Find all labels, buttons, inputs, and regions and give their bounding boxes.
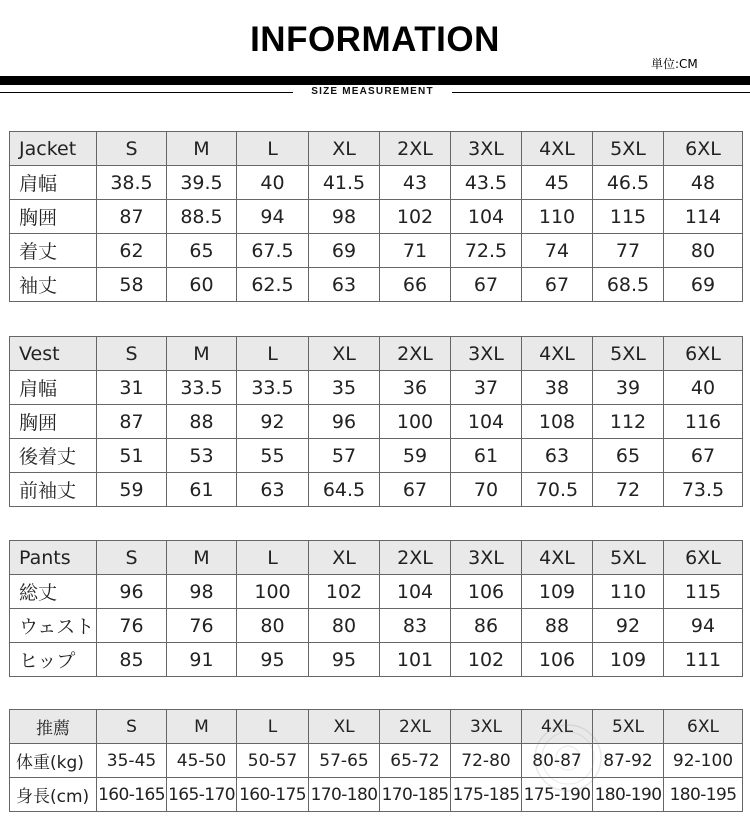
table-header-cell: L	[237, 132, 309, 166]
table-header-cell: M	[167, 541, 237, 575]
table-cell: 92	[237, 405, 309, 439]
table-cell: 94	[237, 200, 309, 234]
table-header-cell: 4XL	[522, 132, 593, 166]
table-cell: 55	[237, 439, 309, 473]
table-header-cell: 4XL	[522, 541, 593, 575]
table-cell: 115	[664, 575, 743, 609]
table-cell: 165-170	[167, 778, 237, 812]
table-header-cell: 5XL	[593, 337, 664, 371]
table-cell: 67	[522, 268, 593, 302]
table-header-cell: L	[237, 337, 309, 371]
table-header-cell: 5XL	[593, 710, 664, 744]
table-cell: 74	[522, 234, 593, 268]
table-cell: 65	[167, 234, 237, 268]
table-cell: 160-165	[97, 778, 167, 812]
table-cell: 95	[237, 643, 309, 677]
row-label: ウェスト	[10, 609, 97, 643]
table-cell: 43	[380, 166, 451, 200]
table-header-cell: 5XL	[593, 132, 664, 166]
table-header-cell: 4XL	[522, 710, 593, 744]
table-cell: 109	[593, 643, 664, 677]
table-cell: 77	[593, 234, 664, 268]
table-cell: 115	[593, 200, 664, 234]
table-header-cell: S	[97, 337, 167, 371]
table-cell: 48	[664, 166, 743, 200]
row-label: 胸囲	[10, 200, 97, 234]
table-header-cell: 6XL	[664, 710, 743, 744]
table-header-cell: L	[237, 541, 309, 575]
recommended-size-table	[9, 709, 743, 812]
table-cell: 87	[97, 200, 167, 234]
table-header-cell: M	[167, 337, 237, 371]
table-cell: 67.5	[237, 234, 309, 268]
table-cell: 109	[522, 575, 593, 609]
table-cell: 104	[451, 200, 522, 234]
table-cell: 70	[451, 473, 522, 507]
table-cell: 108	[522, 405, 593, 439]
table-cell: 68.5	[593, 268, 664, 302]
table-cell: 102	[309, 575, 380, 609]
table-cell: 92-100	[664, 744, 743, 778]
row-label: 体重(kg)	[10, 744, 97, 778]
table-header-cell: 2XL	[380, 710, 451, 744]
table-cell: 31	[97, 371, 167, 405]
table-cell: 95	[309, 643, 380, 677]
table-cell: 33.5	[167, 371, 237, 405]
table-cell: 72.5	[451, 234, 522, 268]
table-cell: 175-185	[451, 778, 522, 812]
table-cell: 72-80	[451, 744, 522, 778]
table-cell: 96	[309, 405, 380, 439]
table-cell: 67	[664, 439, 743, 473]
table-cell: 61	[167, 473, 237, 507]
table-cell: 83	[380, 609, 451, 643]
table-cell: 59	[380, 439, 451, 473]
table-cell: 63	[237, 473, 309, 507]
table-cell: 100	[380, 405, 451, 439]
table-cell: 170-180	[309, 778, 380, 812]
table-cell: 40	[664, 371, 743, 405]
table-header-cell: 推薦	[10, 710, 97, 744]
table-cell: 111	[664, 643, 743, 677]
table-cell: 58	[97, 268, 167, 302]
table-header-cell: 3XL	[451, 132, 522, 166]
vest-size-table	[9, 336, 743, 507]
table-cell: 110	[593, 575, 664, 609]
table-cell: 91	[167, 643, 237, 677]
table-cell: 46.5	[593, 166, 664, 200]
row-label: 袖丈	[10, 268, 97, 302]
table-cell: 37	[451, 371, 522, 405]
table-cell: 39.5	[167, 166, 237, 200]
table-cell: 35	[309, 371, 380, 405]
table-cell: 60	[167, 268, 237, 302]
table-cell: 57-65	[309, 744, 380, 778]
table-cell: 94	[664, 609, 743, 643]
row-label: 胸囲	[10, 405, 97, 439]
table-cell: 33.5	[237, 371, 309, 405]
table-cell: 61	[451, 439, 522, 473]
table-header-cell: M	[167, 710, 237, 744]
table-header-cell: XL	[309, 710, 380, 744]
table-header-cell: 5XL	[593, 541, 664, 575]
table-header-cell: S	[97, 132, 167, 166]
table-cell: 63	[522, 439, 593, 473]
table-cell: 98	[167, 575, 237, 609]
table-cell: 102	[451, 643, 522, 677]
table-cell: 180-190	[593, 778, 664, 812]
table-cell: 38	[522, 371, 593, 405]
table-header-cell: XL	[309, 132, 380, 166]
table-cell: 50-57	[237, 744, 309, 778]
table-cell: 80-87	[522, 744, 593, 778]
table-header-cell: 6XL	[664, 132, 743, 166]
table-cell: 101	[380, 643, 451, 677]
row-label: 着丈	[10, 234, 97, 268]
jacket-size-table	[9, 131, 743, 302]
unit-label: 単位:CM	[651, 57, 698, 71]
table-header-cell: 6XL	[664, 337, 743, 371]
table-cell: 80	[309, 609, 380, 643]
table-cell: 86	[451, 609, 522, 643]
table-cell: 40	[237, 166, 309, 200]
pants-size-table	[9, 540, 743, 677]
table-cell: 45	[522, 166, 593, 200]
table-cell: 100	[237, 575, 309, 609]
row-label: 肩幅	[10, 166, 97, 200]
table-cell: 71	[380, 234, 451, 268]
table-header-cell: Pants	[10, 541, 97, 575]
table-cell: 104	[451, 405, 522, 439]
table-cell: 38.5	[97, 166, 167, 200]
table-header-cell: 2XL	[380, 337, 451, 371]
page-title: INFORMATION	[250, 20, 500, 59]
table-cell: 106	[451, 575, 522, 609]
table-cell: 102	[380, 200, 451, 234]
table-header-cell: 3XL	[451, 337, 522, 371]
table-cell: 57	[309, 439, 380, 473]
table-cell: 73.5	[664, 473, 743, 507]
table-cell: 36	[380, 371, 451, 405]
table-cell: 180-195	[664, 778, 743, 812]
table-cell: 170-185	[380, 778, 451, 812]
table-cell: 160-175	[237, 778, 309, 812]
table-header-cell: 4XL	[522, 337, 593, 371]
table-cell: 175-190	[522, 778, 593, 812]
row-label: 身長(cm)	[10, 778, 97, 812]
table-cell: 80	[237, 609, 309, 643]
header-divider-thick	[0, 76, 750, 85]
table-cell: 69	[664, 268, 743, 302]
table-header-cell: S	[97, 541, 167, 575]
table-cell: 39	[593, 371, 664, 405]
table-cell: 59	[97, 473, 167, 507]
table-cell: 63	[309, 268, 380, 302]
table-cell: 67	[380, 473, 451, 507]
table-cell: 51	[97, 439, 167, 473]
table-header-cell: Vest	[10, 337, 97, 371]
table-cell: 35-45	[97, 744, 167, 778]
table-header-cell: 3XL	[451, 541, 522, 575]
table-header-cell: 2XL	[380, 132, 451, 166]
row-label: 後着丈	[10, 439, 97, 473]
table-cell: 88	[167, 405, 237, 439]
table-cell: 98	[309, 200, 380, 234]
table-cell: 43.5	[451, 166, 522, 200]
table-cell: 69	[309, 234, 380, 268]
table-cell: 65	[593, 439, 664, 473]
table-header-cell: 3XL	[451, 710, 522, 744]
row-label: ヒップ	[10, 643, 97, 677]
table-cell: 80	[664, 234, 743, 268]
table-cell: 87	[97, 405, 167, 439]
table-cell: 62	[97, 234, 167, 268]
table-cell: 110	[522, 200, 593, 234]
table-cell: 88	[522, 609, 593, 643]
watermark-seal-icon	[532, 722, 604, 794]
table-cell: 65-72	[380, 744, 451, 778]
table-header-cell: XL	[309, 541, 380, 575]
table-header-cell: L	[237, 710, 309, 744]
table-header-cell: 2XL	[380, 541, 451, 575]
row-label: 総丈	[10, 575, 97, 609]
table-cell: 112	[593, 405, 664, 439]
table-header-cell: 6XL	[664, 541, 743, 575]
table-cell: 96	[97, 575, 167, 609]
table-cell: 70.5	[522, 473, 593, 507]
table-cell: 76	[97, 609, 167, 643]
table-cell: 114	[664, 200, 743, 234]
table-cell: 106	[522, 643, 593, 677]
table-cell: 53	[167, 439, 237, 473]
table-header-cell: Jacket	[10, 132, 97, 166]
table-header-cell: M	[167, 132, 237, 166]
table-cell: 62.5	[237, 268, 309, 302]
row-label: 肩幅	[10, 371, 97, 405]
table-cell: 76	[167, 609, 237, 643]
table-cell: 66	[380, 268, 451, 302]
table-cell: 67	[451, 268, 522, 302]
table-cell: 87-92	[593, 744, 664, 778]
table-cell: 64.5	[309, 473, 380, 507]
table-header-cell: S	[97, 710, 167, 744]
header-rule-right	[452, 92, 750, 93]
table-cell: 72	[593, 473, 664, 507]
table-header-cell: XL	[309, 337, 380, 371]
table-cell: 92	[593, 609, 664, 643]
header-rule-left	[0, 92, 293, 93]
table-cell: 116	[664, 405, 743, 439]
table-cell: 88.5	[167, 200, 237, 234]
table-cell: 45-50	[167, 744, 237, 778]
table-cell: 85	[97, 643, 167, 677]
table-cell: 104	[380, 575, 451, 609]
table-cell: 41.5	[309, 166, 380, 200]
row-label: 前袖丈	[10, 473, 97, 507]
section-subtitle: SIZE MEASUREMENT	[311, 86, 434, 97]
